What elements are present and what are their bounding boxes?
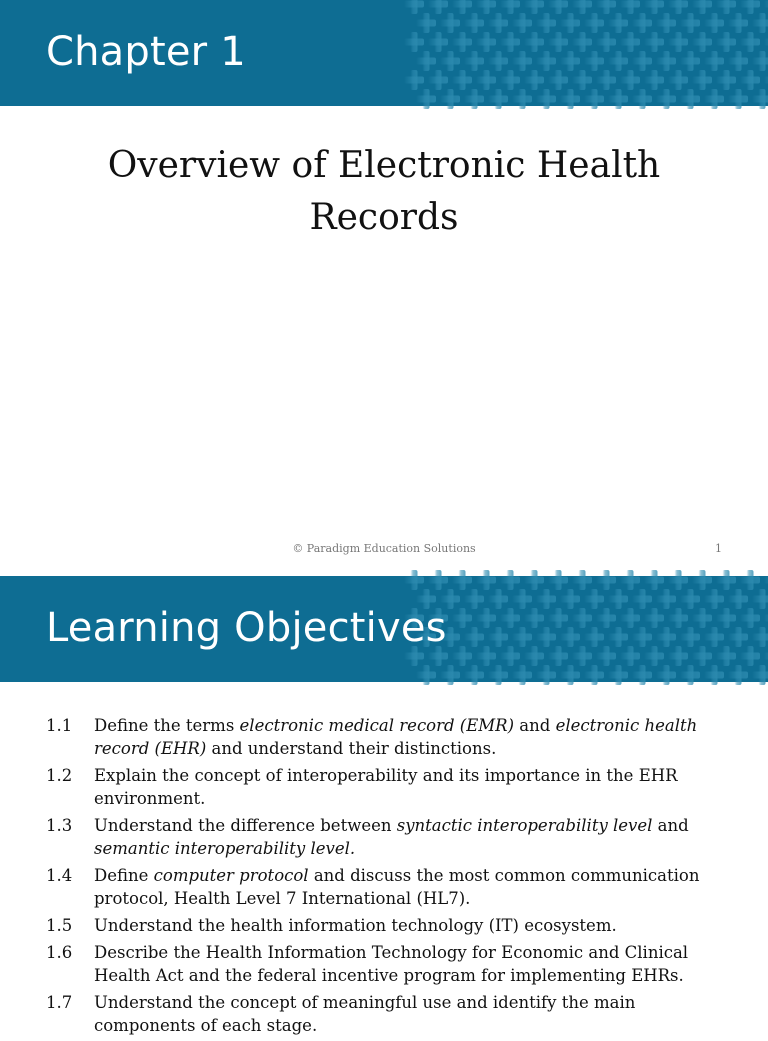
objective-item [46, 764, 726, 810]
objective-item [46, 814, 726, 860]
objective-item [46, 991, 726, 1037]
objective-text-part: Describe the Health Information Technology for Economic and Clinical Health Act and the federal incentive program for implementing EHRs. [94, 943, 689, 985]
objective-text-part: and discuss the most common communication protocol, Health Level 7 International (HL7). [94, 866, 700, 908]
objective-text-part: and [652, 816, 689, 835]
objective-item [46, 714, 726, 760]
objective-text-part: Define [94, 866, 154, 885]
objective-text-part: Understand the health information technology (IT) ecosystem. [94, 916, 617, 935]
objective-text-part: and [514, 716, 556, 735]
copyright-footer: © Paradigm Education Solutions [292, 542, 476, 555]
slide-number: 1 [715, 542, 722, 555]
objective-term: syntactic interoperability level [396, 816, 653, 835]
objective-item [46, 864, 726, 910]
objective-term: semantic interoperability level. [94, 839, 356, 858]
objective-text [94, 993, 635, 1035]
chapter-heading: Chapter 1 [46, 29, 246, 75]
objective-number: 1.7 [46, 993, 73, 1012]
objective-item [46, 941, 726, 987]
objective-number: 1.3 [46, 816, 73, 835]
objective-number: 1.5 [46, 916, 73, 935]
objective-text [94, 916, 617, 935]
objective-text [94, 816, 689, 858]
objective-term: computer protocol [153, 866, 309, 885]
objective-term: electronic health record (EHR) [94, 716, 698, 758]
objective-number: 1.1 [46, 716, 73, 735]
objective-text [94, 716, 697, 758]
objectives-list [46, 714, 726, 1041]
objectives-banner [0, 576, 768, 682]
medical-cross-pattern-icon [408, 0, 768, 106]
objectives-heading: Learning Objectives [46, 605, 447, 651]
objective-number: 1.2 [46, 766, 73, 785]
medical-cross-pattern-icon [408, 576, 768, 682]
slide-title: Overview of Electronic Health Records [107, 145, 661, 238]
objective-text-part: Understand the difference between [94, 816, 397, 835]
objective-text [94, 943, 688, 985]
objective-text-part: Understand the concept of meaningful use and identify the main components of each stage. [94, 993, 636, 1035]
objective-item [46, 914, 726, 937]
objective-text [94, 866, 699, 908]
objective-text-part: and understand their distinctions. [206, 739, 497, 758]
title-banner [0, 0, 768, 106]
slide-learning-objectives [0, 576, 768, 1035]
objective-text-part: Explain the concept of interoperability and its importance in the EHR environment. [94, 766, 678, 808]
objective-term: electronic medical record (EMR) [239, 716, 515, 735]
objective-number: 1.4 [46, 866, 73, 885]
objective-number: 1.6 [46, 943, 73, 962]
objective-text-part: Define the terms [94, 716, 240, 735]
objective-text [94, 766, 678, 808]
